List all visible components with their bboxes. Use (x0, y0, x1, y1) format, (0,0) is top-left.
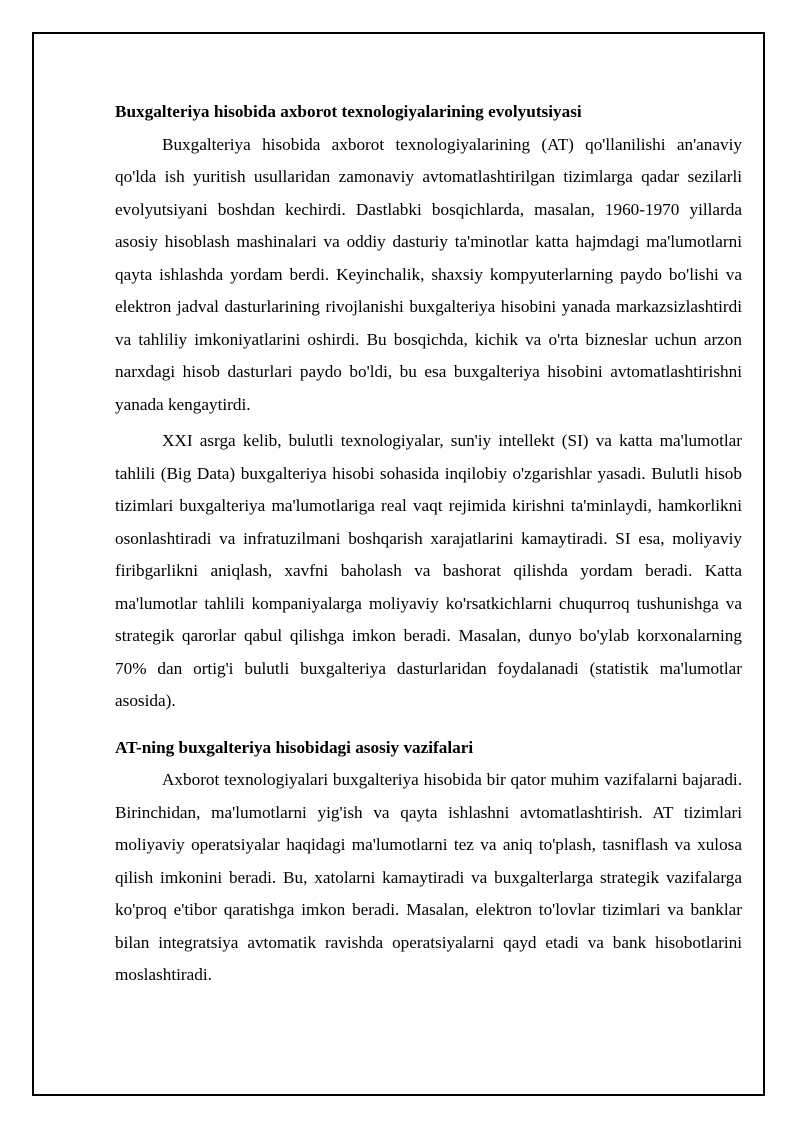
document-body (115, 96, 742, 996)
section-heading-functions: AT-ning buxgalteriya hisobidagi asosiy vazifalari (115, 737, 474, 757)
section-heading-evolution: Buxgalteriya hisobida axborot texnologiyalarining evolyutsiyasi (115, 102, 582, 121)
paragraph-evolution-1: Buxgalteriya hisobida axborot texnologiyalarining (AT) qo'llanilishi an'anaviy qo'lda ish yuritish usullaridan zamonaviy avtomatlashtirilgan tizimlarga qadar sezilarli evolyutsiyani boshdan kechirdi. Dastlabki bosqichlarda, masalan, 1960-1970 yillarda asosiy hisoblash mashinalari va oddiy dasturiy ta'minotlar katta hajmdagi ma'lumotlarni qayta ishlashda yordam berdi. Keyinchalik, shaxsiy kompyuterlarning paydo bo'lishi va elektron jadval dasturlarining rivojlanishi buxgalteriya hisobini yanada markazsizlashtirdi va tahliliy imkoniyatlarini oshirdi. Bu bosqichda, kichik va o'rta bizneslar uchun arzon narxdagi hisob dasturlari paydo bo'ldi, bu esa buxgalteriya hisobini avtomatlashtirishni yanada kengaytirdi. (115, 134, 742, 414)
paragraph-evolution-2: XXI asrga kelib, bulutli texnologiyalar, sun'iy intellekt (SI) va katta ma'lumotlar tahlili (Big Data) buxgalteriya hisobi sohasida inqilobiy o'zgarishlar yasadi. Bulutli hisob tizimlari buxgalteriya ma'lumotlariga real vaqt rejimida kirishni ta'minlaydi, hamkorlikni osonlashtiradi va infratuzilmani boshqarish xarajatlarini kamaytiradi. SI esa, moliyaviy firibgarlikni aniqlash, xavfni baholash va bashorat qilishda yordam beradi. Katta ma'lumotlar tahlili kompaniyalarga moliyaviy ko'rsatkichlarni chuqurroq tushunishga va strategik qarorlar qabul qilishga imkon beradi. Masalan, dunyo bo'ylab korxonalarning 70% dan ortig'i bulutli buxgalteriya dasturlaridan foydalanadi (statistik ma'lumotlar asosida). (115, 431, 742, 710)
paragraph-functions-1: Axborot texnologiyalari buxgalteriya hisobida bir qator muhim vazifalarni bajaradi. Birinchidan, ma'lumotlarni yig'ish va qayta ishlashni avtomatlashtirish. AT tizimlari moliyaviy operatsiyalar haqidagi ma'lumotlarni tez va aniq to'plash, tasniflash va xulosa qilish imkonini beradi. Bu, xatolarni kamaytiradi va buxgalterlarga strategik vazifalarga ko'proq e'tibor qaratishga imkon beradi. Masalan, elektron to'lovlar tizimlari va banklar bilan integratsiya avtomatik ravishda operatsiyalarni qayd etadi va bank hisobotlarini moslashtiradi. (115, 770, 742, 984)
